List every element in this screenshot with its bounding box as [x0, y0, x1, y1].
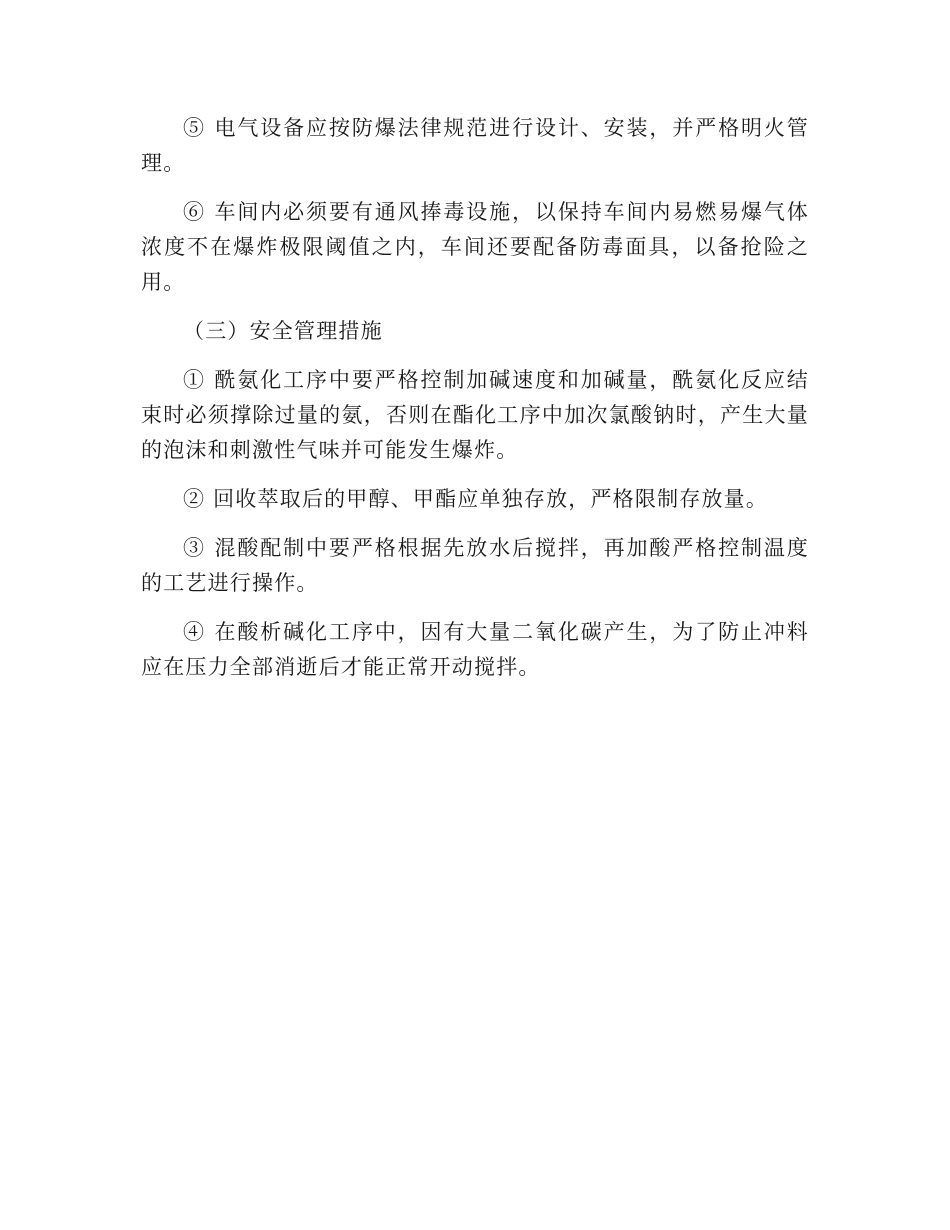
- paragraph-item-5: ⑤ 电气设备应按防爆法律规范进行设计、安装，并严格明火管理。: [141, 116, 809, 175]
- paragraph-item-4: ④ 在酸析碱化工序中，因有大量二氧化碳产生，为了防止冲料应在压力全部消逝后才能正常开动搅拌。: [141, 620, 809, 679]
- section-heading-safety-management: （三）安全管理措施: [183, 319, 383, 343]
- paragraph-item-1: ① 酰氨化工序中要严格控制加碱速度和加碱量，酰氨化反应结束时必须撑除过量的氨，否则在酯化工序中加次氯酸钠时，产生大量的泡沫和刺激性气味并可能发生爆炸。: [141, 368, 809, 462]
- document-body: [141, 111, 809, 699]
- paragraph-item-2: ② 回收萃取后的甲醇、甲酯应单独存放，严格限制存放量。: [183, 487, 769, 511]
- paragraph-item-6: ⑥ 车间内必须要有通风捧毒设施，以保持车间内易燃易爆气体浓度不在爆炸极限阈值之内，车间还要配备防毒面具，以备抢险之用。: [141, 200, 809, 294]
- paragraph-item-3: ③ 混酸配制中要严格根据先放水后搅拌，再加酸严格控制温度的工艺进行操作。: [141, 536, 809, 595]
